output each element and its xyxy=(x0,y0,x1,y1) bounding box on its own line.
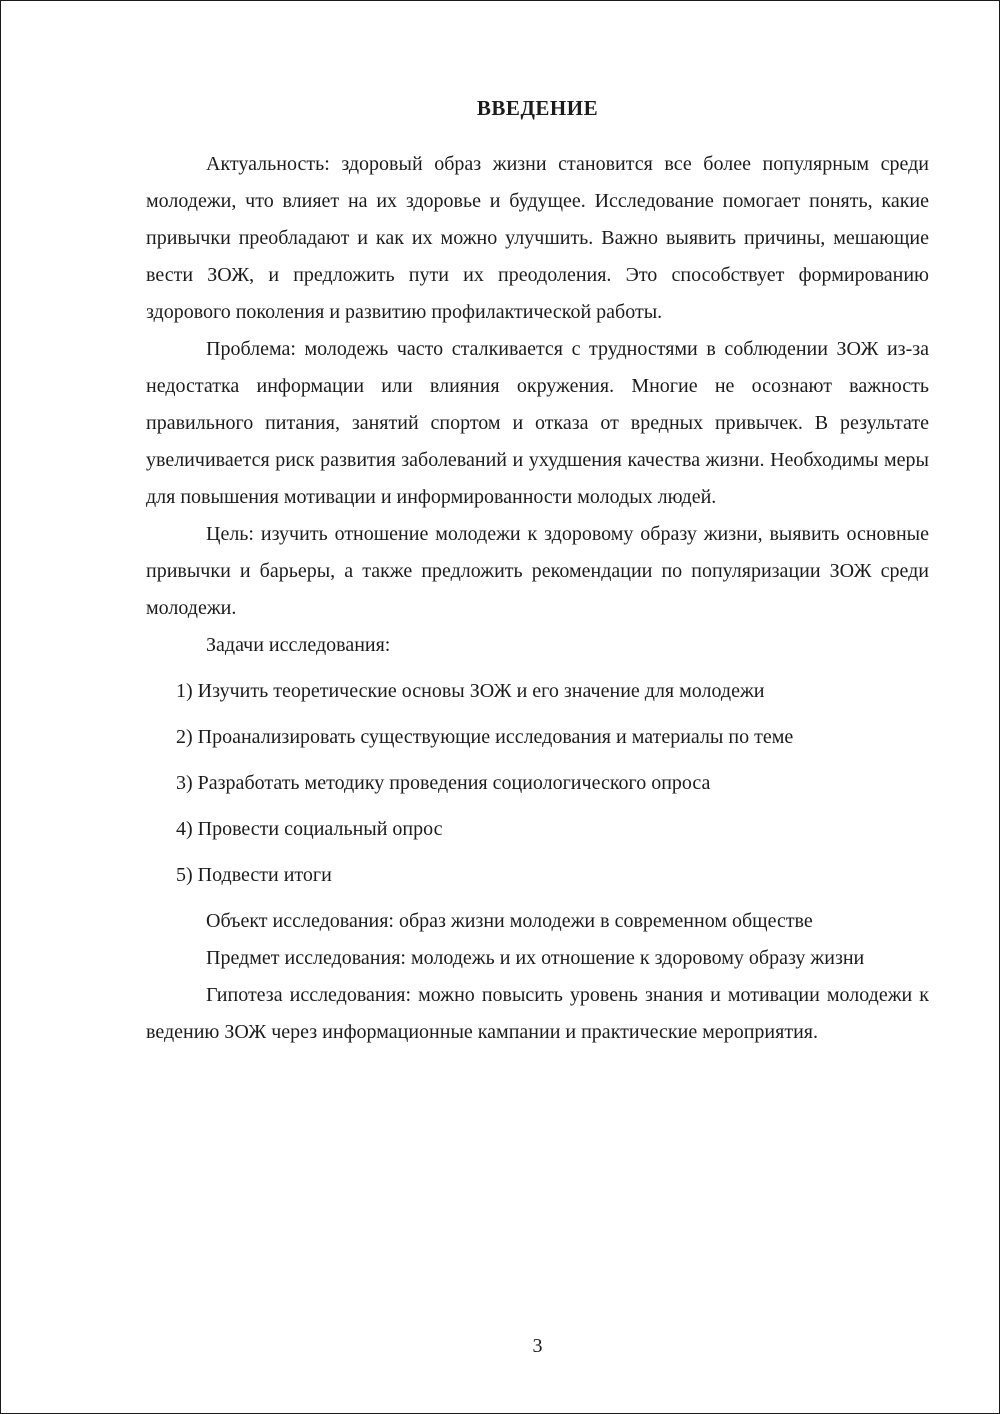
paragraph: Задачи исследования: xyxy=(206,633,391,656)
paragraph: Актуальность: здоровый образ жизни становится все более популярным среди молодежи, что влияет на их здоровье и будущее. Исследование помогает понять, какие привычки преобладают и как их можно улучшить. Важно выявить причины, мешающие вести ЗОЖ, и предложить пути их преодоления. Это способствует формированию здорового поколения и развитию профилактической работы. xyxy=(146,152,929,323)
paragraph: Цель: изучить отношение молодежи к здоровому образу жизни, выявить основные привычки и барьеры, а также предложить рекомендации по популяризации ЗОЖ среди молодежи. xyxy=(146,522,929,619)
page-number: 3 xyxy=(532,1335,543,1357)
list-item: 2) Проанализировать существующие исследования и материалы по теме xyxy=(176,725,794,748)
list-item: 5) Подвести итоги xyxy=(176,863,332,886)
document-paragraphs xyxy=(146,146,929,1051)
paragraph: Предмет исследования: молодежь и их отношение к здоровому образу жизни xyxy=(206,946,865,969)
list-item: 3) Разработать методику проведения социологического опроса xyxy=(176,771,711,794)
paragraph: Гипотеза исследования: можно повысить уровень знания и мотивации молодежи к ведению ЗОЖ через информационные кампании и практические мероприятия. xyxy=(146,983,929,1043)
list-item: 1) Изучить теоретические основы ЗОЖ и его значение для молодежи xyxy=(176,679,765,702)
page-title: ВВЕДЕНИЕ xyxy=(476,96,599,120)
list-item: 4) Провести социальный опрос xyxy=(176,817,443,840)
paragraph: Проблема: молодежь часто сталкивается с трудностями в соблюдении ЗОЖ из-за недостатка информации или влияния окружения. Многие не осознают важность правильного питания, занятий спортом и отказа от вредных привычек. В результате увеличивается риск развития заболеваний и ухудшения качества жизни. Необходимы меры для повышения мотивации и информированности молодых людей. xyxy=(146,337,929,508)
paragraph: Объект исследования: образ жизни молодежи в современном обществе xyxy=(206,909,813,932)
